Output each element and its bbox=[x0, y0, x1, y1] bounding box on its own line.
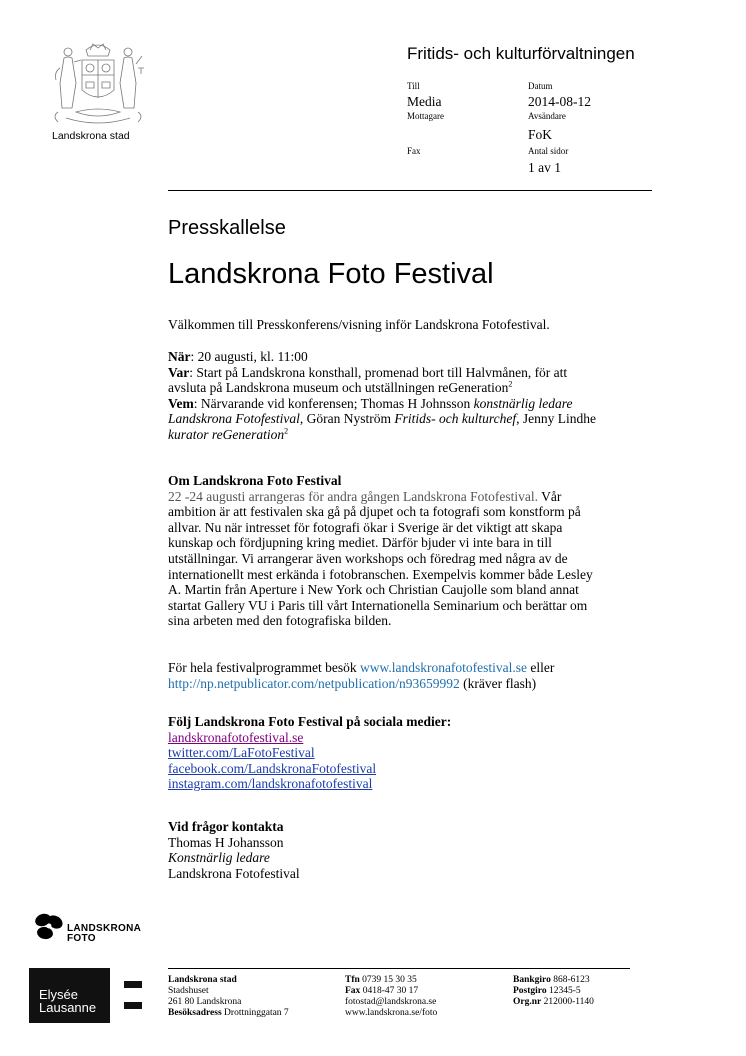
department-name: Fritids- och kulturförvaltningen bbox=[407, 44, 635, 63]
avsandare-value: FoK bbox=[528, 127, 553, 142]
footer-address bbox=[168, 975, 289, 1019]
where-value-1: : Start på Landskrona konsthall, promenad bort till Halvmånen, för att bbox=[189, 364, 568, 380]
who-text-2: , Göran Nyström bbox=[299, 411, 395, 427]
lff-line-2: FOTO bbox=[67, 933, 96, 944]
social-link-website[interactable]: landskronafotofestival.se bbox=[168, 729, 304, 745]
event-details bbox=[168, 349, 658, 443]
footer-org-name: Landskrona stad bbox=[168, 975, 237, 985]
footer-tfn-value: 0739 15 30 35 bbox=[359, 975, 417, 985]
mottagare-label: Mottagare bbox=[407, 111, 444, 121]
about-section bbox=[168, 473, 658, 629]
footer-banking bbox=[513, 975, 594, 1008]
about-line: internationellt mest erkända i fotobranschen. Exempelvis kommer både Lesley bbox=[168, 566, 593, 582]
datum-label: Datum bbox=[528, 81, 553, 91]
footer-contact bbox=[345, 975, 437, 1019]
contact-role: Konstnärlig ledare bbox=[168, 850, 270, 866]
who-footnote: 2 bbox=[284, 426, 289, 436]
footer-visit-value: Drottninggatan 7 bbox=[221, 1008, 289, 1018]
propeller-icon bbox=[33, 912, 65, 940]
social-link-facebook[interactable]: facebook.com/LandskronaFotofestival bbox=[168, 760, 377, 776]
when-value: : 20 augusti, kl. 11:00 bbox=[190, 349, 308, 364]
about-line: allvar. Nu när intresset för fotografi ökar i Sverige är det viktigt att skapa bbox=[168, 519, 563, 535]
antal-sidor-value: 1 av 1 bbox=[528, 160, 561, 175]
till-label: Till bbox=[407, 81, 420, 91]
header-divider bbox=[168, 190, 652, 191]
about-line: A. Martin från Aperture i New York och Christian Caujolle som bland annat bbox=[168, 582, 579, 598]
footer-fax-label: Fax bbox=[345, 986, 361, 996]
footer-web: www.landskrona.se/foto bbox=[345, 1008, 438, 1018]
footer-line: Stadshuset bbox=[168, 986, 209, 996]
where-footnote: 2 bbox=[508, 379, 513, 389]
about-line: kunskap och fördjupning kring mediet. Därför bjuder vi inte bara in till bbox=[168, 535, 552, 551]
who-role-3: kurator reGeneration bbox=[168, 426, 285, 442]
footer-tfn-label: Tfn bbox=[345, 975, 360, 985]
footer-visit-label: Besöksadress bbox=[168, 1008, 222, 1018]
till-value: Media bbox=[407, 94, 442, 109]
about-heading: Om Landskrona Foto Festival bbox=[168, 473, 342, 488]
contact-org: Landskrona Fotofestival bbox=[168, 865, 300, 881]
about-line: sina arbeten med den fotografiska bilden. bbox=[168, 613, 392, 629]
program-paragraph bbox=[168, 660, 658, 691]
program-text-2: eller bbox=[527, 660, 555, 675]
festival-website-link[interactable]: www.landskronafotofestival.se bbox=[359, 660, 528, 675]
who-text-3: , Jenny Lindhe bbox=[516, 411, 596, 427]
social-section bbox=[168, 714, 658, 792]
footer-bankgiro-value: 868-6123 bbox=[550, 975, 590, 985]
who-label: Vem bbox=[168, 395, 194, 411]
document-kicker: Presskallelse bbox=[168, 217, 286, 239]
social-link-twitter[interactable]: twitter.com/LaFotoFestival bbox=[168, 745, 315, 761]
social-link-instagram[interactable]: instagram.com/landskronafotofestival bbox=[168, 776, 373, 792]
elysee-line-2: Lausanne bbox=[39, 1000, 97, 1015]
landskrona-coat-of-arms-logo bbox=[48, 38, 148, 128]
footer-postgiro-value: 12345-5 bbox=[546, 986, 581, 996]
where-value-2: avsluta på Landskrona museum och utställningen reGeneration bbox=[168, 380, 509, 396]
footer-fax-value: 0418-47 30 17 bbox=[360, 986, 419, 996]
footer-orgnr-value: 212000-1140 bbox=[541, 997, 594, 1007]
program-text-3: (kräver flash) bbox=[459, 675, 537, 691]
about-line-tail: Vår bbox=[538, 488, 562, 504]
org-logo-name: Landskrona stad bbox=[52, 130, 130, 142]
about-line: utställningar. Vi arrangerar även workshops och föredrag med några av de bbox=[168, 550, 568, 566]
contact-name: Thomas H Johansson bbox=[168, 834, 284, 850]
program-text-1: För hela festivalprogrammet besök bbox=[168, 660, 360, 675]
footer-postgiro-label: Postgiro bbox=[513, 986, 547, 996]
when-label: När bbox=[168, 349, 191, 364]
contact-section bbox=[168, 819, 658, 881]
who-role-1a: konstnärlig ledare bbox=[473, 395, 573, 411]
footer-bankgiro-label: Bankgiro bbox=[513, 975, 551, 985]
avsandare-label: Avsändare bbox=[528, 111, 566, 121]
where-label: Var bbox=[168, 364, 190, 380]
who-role-1b: Landskrona Fotofestival bbox=[168, 411, 300, 427]
contact-heading: Vid frågor kontakta bbox=[168, 819, 284, 834]
footer-orgnr-label: Org.nr bbox=[513, 997, 542, 1007]
social-heading: Följ Landskrona Foto Festival på sociala medier: bbox=[168, 714, 452, 729]
antal-sidor-label: Antal sidor bbox=[528, 146, 569, 156]
about-line: 22 -24 augusti arrangeras för andra gången Landskrona Fotofestival. bbox=[168, 488, 539, 504]
who-text-1: : Närvarande vid konferensen; Thomas H Johnsson bbox=[193, 395, 474, 411]
e-mark-icon bbox=[110, 968, 142, 1023]
footer-line: 261 80 Landskrona bbox=[168, 997, 242, 1007]
elysee-line-1: Elysée bbox=[39, 987, 79, 1002]
netpublicator-link[interactable]: http://np.netpublicator.com/netpublication/n93659992 bbox=[168, 675, 460, 691]
datum-value: 2014-08-12 bbox=[528, 94, 591, 109]
who-role-2: Fritids- och kulturchef bbox=[394, 411, 517, 427]
elysee-lausanne-logo bbox=[29, 968, 142, 1023]
lff-line-1: LANDSKRONA bbox=[67, 923, 142, 934]
fax-label: Fax bbox=[407, 146, 421, 156]
document-title: Landskrona Foto Festival bbox=[168, 258, 494, 290]
about-line: startat Gallery VU i Paris till vårt Internationella Seminarium och berättar om bbox=[168, 597, 588, 613]
footer-divider bbox=[168, 968, 630, 969]
intro-paragraph: Välkommen till Presskonferens/visning inför Landskrona Fotofestival. bbox=[168, 317, 550, 332]
footer-email: fotostad@landskrona.se bbox=[345, 997, 437, 1007]
about-line: ambition är att festivalen ska gå på djupet och ta fotografi som konstform på bbox=[168, 504, 581, 520]
